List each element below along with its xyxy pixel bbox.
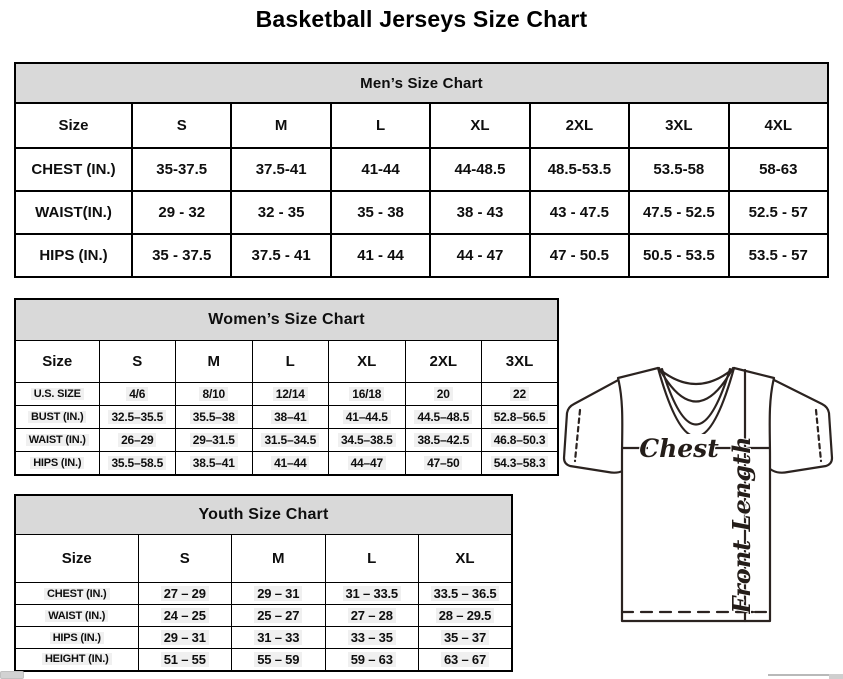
- men-hips-row: [15, 234, 828, 277]
- front-length-label: Front Length: [727, 436, 756, 614]
- youth-cell: 24 – 25: [138, 605, 232, 627]
- men-cell: 50.5 - 53.5: [629, 234, 728, 277]
- youth-col-header-size: Size: [15, 535, 138, 583]
- women-cell: 16/18: [329, 383, 406, 406]
- men-col-header-size: Size: [15, 103, 132, 148]
- jersey-collar: [658, 368, 734, 384]
- men-col-header: S: [132, 103, 231, 148]
- women-ussize-row: [15, 383, 558, 406]
- men-col-header: L: [331, 103, 430, 148]
- women-col-header: L: [252, 341, 329, 383]
- youth-hips-row: [15, 627, 512, 649]
- men-cell: 52.5 - 57: [729, 191, 828, 234]
- womens-size-chart: [14, 298, 559, 476]
- men-cell: 35 - 37.5: [132, 234, 231, 277]
- men-cell: 38 - 43: [430, 191, 529, 234]
- women-cell: 8/10: [176, 383, 253, 406]
- men-row-label: WAIST(IN.): [15, 191, 132, 234]
- youth-chest-row: [15, 583, 512, 605]
- youth-size-table: [14, 494, 513, 672]
- youth-row-label: HIPS (IN.): [15, 627, 138, 649]
- women-cell: 41–44: [252, 452, 329, 475]
- youth-col-header: L: [325, 535, 419, 583]
- jersey-diagram: [560, 360, 843, 625]
- youth-cell: 55 – 59: [232, 649, 326, 671]
- men-waist-row: [15, 191, 828, 234]
- women-cell: 54.3–58.3: [482, 452, 559, 475]
- youth-col-header: S: [138, 535, 232, 583]
- youth-row-label: HEIGHT (IN.): [15, 649, 138, 671]
- youth-cell: 33 – 35: [325, 627, 419, 649]
- men-col-header: M: [231, 103, 330, 148]
- men-cell: 29 - 32: [132, 191, 231, 234]
- women-cell: 38.5–41: [176, 452, 253, 475]
- men-cell: 53.5 - 57: [729, 234, 828, 277]
- women-cell: 44–47: [329, 452, 406, 475]
- youth-row-label: WAIST (IN.): [15, 605, 138, 627]
- women-cell: 26–29: [99, 429, 176, 452]
- women-row-label: WAIST (IN.): [15, 429, 99, 452]
- women-cell: 38.5–42.5: [405, 429, 482, 452]
- men-cell: 41 - 44: [331, 234, 430, 277]
- women-col-header: 2XL: [405, 341, 482, 383]
- women-col-header: XL: [329, 341, 406, 383]
- men-cell: 35 - 38: [331, 191, 430, 234]
- youth-cell: 25 – 27: [232, 605, 326, 627]
- youth-size-chart: [14, 494, 513, 672]
- h-scrollbar-thumb-right[interactable]: [829, 674, 843, 679]
- women-cell: 47–50: [405, 452, 482, 475]
- women-cell: 34.5–38.5: [329, 429, 406, 452]
- women-cell: 44.5–48.5: [405, 406, 482, 429]
- chest-label: Chest: [639, 434, 719, 463]
- right-sleeve: [766, 378, 832, 473]
- youth-col-header: XL: [419, 535, 513, 583]
- men-cell: 48.5-53.5: [530, 148, 629, 191]
- men-chest-row: [15, 148, 828, 191]
- men-cell: 44 - 47: [430, 234, 529, 277]
- men-col-header: 4XL: [729, 103, 828, 148]
- bottom-right-line: [768, 674, 838, 676]
- men-col-header: 3XL: [629, 103, 728, 148]
- men-cell: 53.5-58: [629, 148, 728, 191]
- men-cell: 32 - 35: [231, 191, 330, 234]
- youth-cell: 27 – 29: [138, 583, 232, 605]
- womens-size-table: [14, 298, 559, 476]
- youth-cell: 35 – 37: [419, 627, 513, 649]
- women-cell: 29–31.5: [176, 429, 253, 452]
- mens-table-title: Men’s Size Chart: [15, 63, 828, 103]
- women-cell: 52.8–56.5: [482, 406, 559, 429]
- h-scrollbar-thumb-left[interactable]: [0, 671, 24, 679]
- page-title: Basketball Jerseys Size Chart: [255, 6, 588, 32]
- youth-cell: 63 – 67: [419, 649, 513, 671]
- youth-cell: 28 – 29.5: [419, 605, 513, 627]
- women-cell: 4/6: [99, 383, 176, 406]
- women-row-label: BUST (IN.): [15, 406, 99, 429]
- women-cell: 20: [405, 383, 482, 406]
- men-cell: 47 - 50.5: [530, 234, 629, 277]
- men-row-label: HIPS (IN.): [15, 234, 132, 277]
- mens-size-table: [14, 62, 829, 278]
- youth-cell: 29 – 31: [138, 627, 232, 649]
- men-cell: 44-48.5: [430, 148, 529, 191]
- women-col-header-size: Size: [15, 341, 99, 383]
- mens-size-chart: [14, 62, 829, 278]
- youth-height-row: [15, 649, 512, 671]
- women-row-label: U.S. SIZE: [15, 383, 99, 406]
- women-cell: 41–44.5: [329, 406, 406, 429]
- youth-cell: 33.5 – 36.5: [419, 583, 513, 605]
- women-col-header: S: [99, 341, 176, 383]
- youth-cell: 51 – 55: [138, 649, 232, 671]
- women-col-header: M: [176, 341, 253, 383]
- women-row-label: HIPS (IN.): [15, 452, 99, 475]
- women-cell: 46.8–50.3: [482, 429, 559, 452]
- youth-cell: 31 – 33.5: [325, 583, 419, 605]
- youth-cell: 59 – 63: [325, 649, 419, 671]
- women-cell: 31.5–34.5: [252, 429, 329, 452]
- men-row-label: CHEST (IN.): [15, 148, 132, 191]
- men-cell: 37.5-41: [231, 148, 330, 191]
- youth-cell: 27 – 28: [325, 605, 419, 627]
- youth-cell: 29 – 31: [232, 583, 326, 605]
- men-col-header: 2XL: [530, 103, 629, 148]
- women-hips-row: [15, 452, 558, 475]
- youth-col-header: M: [232, 535, 326, 583]
- women-bust-row: [15, 406, 558, 429]
- women-cell: 32.5–35.5: [99, 406, 176, 429]
- women-cell: 38–41: [252, 406, 329, 429]
- womens-table-title: Women’s Size Chart: [15, 299, 558, 341]
- men-cell: 43 - 47.5: [530, 191, 629, 234]
- youth-row-label: CHEST (IN.): [15, 583, 138, 605]
- men-col-header: XL: [430, 103, 529, 148]
- men-cell: 35-37.5: [132, 148, 231, 191]
- men-cell: 47.5 - 52.5: [629, 191, 728, 234]
- women-cell: 35.5–38: [176, 406, 253, 429]
- youth-cell: 31 – 33: [232, 627, 326, 649]
- women-col-header: 3XL: [482, 341, 559, 383]
- youth-table-title: Youth Size Chart: [15, 495, 512, 535]
- women-cell: 35.5–58.5: [99, 452, 176, 475]
- men-cell: 58-63: [729, 148, 828, 191]
- men-cell: 37.5 - 41: [231, 234, 330, 277]
- women-cell: 22: [482, 383, 559, 406]
- women-waist-row: [15, 429, 558, 452]
- youth-waist-row: [15, 605, 512, 627]
- men-cell: 41-44: [331, 148, 430, 191]
- women-cell: 12/14: [252, 383, 329, 406]
